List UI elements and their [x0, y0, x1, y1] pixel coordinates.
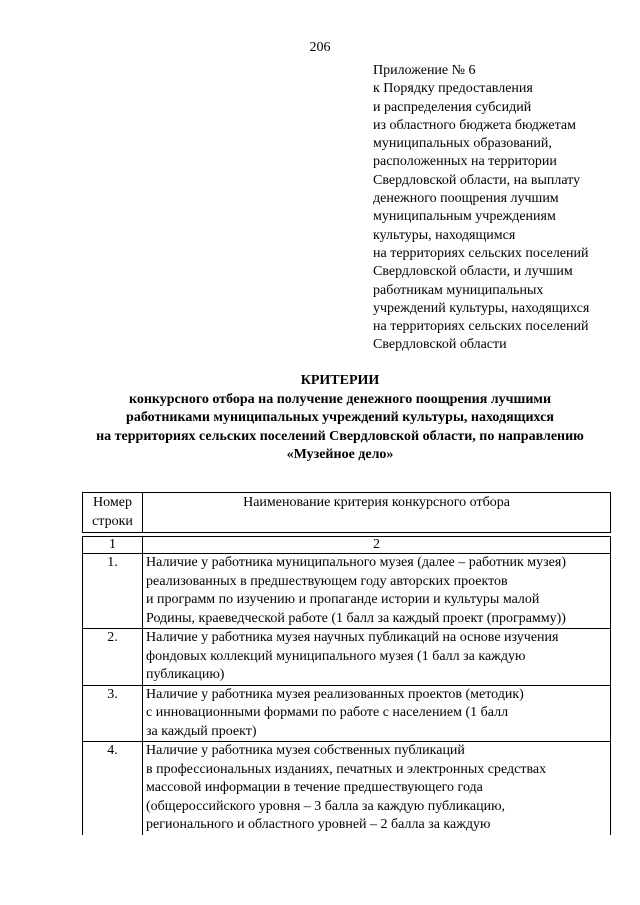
row-number: 3.	[83, 685, 143, 742]
appendix-line: и распределения субсидий	[373, 99, 532, 115]
table-row	[83, 629, 611, 686]
title-line: работниками муниципальных учреждений культуры, находящихся	[126, 410, 554, 425]
row-number: 4.	[83, 742, 143, 835]
title-line: на территориях сельских поселений Свердловской области, по направлению	[96, 428, 584, 444]
appendix-line: расположенных на территории	[373, 154, 557, 170]
page-number: 206	[309, 40, 331, 55]
criterion-text	[143, 629, 611, 686]
criterion-text	[143, 685, 611, 742]
appendix-line: муниципальным учреждениям	[373, 209, 556, 225]
criterion-line: за каждый проект)	[146, 723, 257, 739]
appendix-line: на территориях сельских поселений	[373, 245, 589, 261]
criterion-line: Наличие у работника музея научных публикаций на основе изучения	[146, 630, 559, 645]
criterion-text	[143, 554, 611, 629]
table-row	[83, 685, 611, 742]
appendix-note	[373, 62, 633, 355]
criterion-line: реализованных в предшествующем году авторских проектов	[146, 573, 508, 589]
appendix-line: Свердловской области	[373, 337, 507, 353]
appendix-line: из областного бюджета бюджетам	[373, 117, 576, 133]
criterion-line: Наличие у работника муниципального музея (далее – работник музея)	[146, 555, 566, 570]
row-number: 2.	[83, 629, 143, 686]
table-index-row	[83, 537, 611, 554]
index-cell: 2	[143, 537, 611, 554]
appendix-line: учреждений культуры, находящихся	[373, 300, 590, 316]
criterion-line: регионального и областного уровней – 2 балла за каждую	[146, 817, 491, 832]
appendix-line: Приложение № 6	[373, 63, 476, 78]
header-row-number	[83, 493, 143, 533]
title-line: «Музейное дело»	[286, 447, 394, 462]
criterion-line: и программ по изучению и пропаганде истории и культуры малой	[146, 592, 540, 607]
index-cell: 1	[83, 537, 143, 554]
table-row	[83, 554, 611, 629]
table-header-row	[83, 493, 611, 533]
row-number: 1.	[83, 554, 143, 629]
appendix-line: к Порядку предоставления	[373, 81, 533, 97]
title-heading: КРИТЕРИИ	[300, 373, 380, 388]
criterion-line: в профессиональных изданиях, печатных и электронных средствах	[146, 761, 547, 777]
criterion-line: с инновационными формами по работе с населением (1 балл	[146, 705, 509, 720]
appendix-line: культуры, находящимся	[373, 227, 516, 243]
appendix-line: на территориях сельских поселений	[373, 319, 589, 335]
table-row	[83, 742, 611, 835]
criterion-line: Наличие у работника музея реализованных проектов (методик)	[146, 686, 524, 702]
criterion-text	[143, 742, 611, 835]
criterion-line: Наличие у работника музея собственных публикаций	[146, 743, 465, 758]
criteria-table	[82, 492, 611, 835]
document-title	[60, 372, 620, 465]
criterion-line: публикацию)	[146, 667, 225, 682]
appendix-line: Свердловской области, на выплату	[373, 172, 581, 188]
criterion-line: массовой информации в течение предшествующего года	[146, 780, 483, 795]
criterion-line: (общероссийского уровня – 3 балла за каждую публикацию,	[146, 798, 506, 814]
criterion-line: фондовых коллекций муниципального музея (1 балл за каждую	[146, 648, 526, 664]
header-row-number-line: Номер	[93, 495, 132, 510]
appendix-line: Свердловской области, и лучшим	[373, 264, 573, 280]
header-criterion-name: Наименование критерия конкурсного отбора	[143, 493, 611, 533]
appendix-line: денежного поощрения лучшим	[373, 191, 559, 207]
appendix-line: работникам муниципальных	[373, 282, 544, 298]
criterion-line: Родины, краеведческой работе (1 балл за каждый проект (программу))	[146, 610, 566, 626]
appendix-line: муниципальных образований,	[373, 136, 552, 152]
title-line: конкурсного отбора на получение денежного поощрения лучшими	[128, 391, 552, 407]
header-row-number-line: строки	[92, 513, 133, 529]
